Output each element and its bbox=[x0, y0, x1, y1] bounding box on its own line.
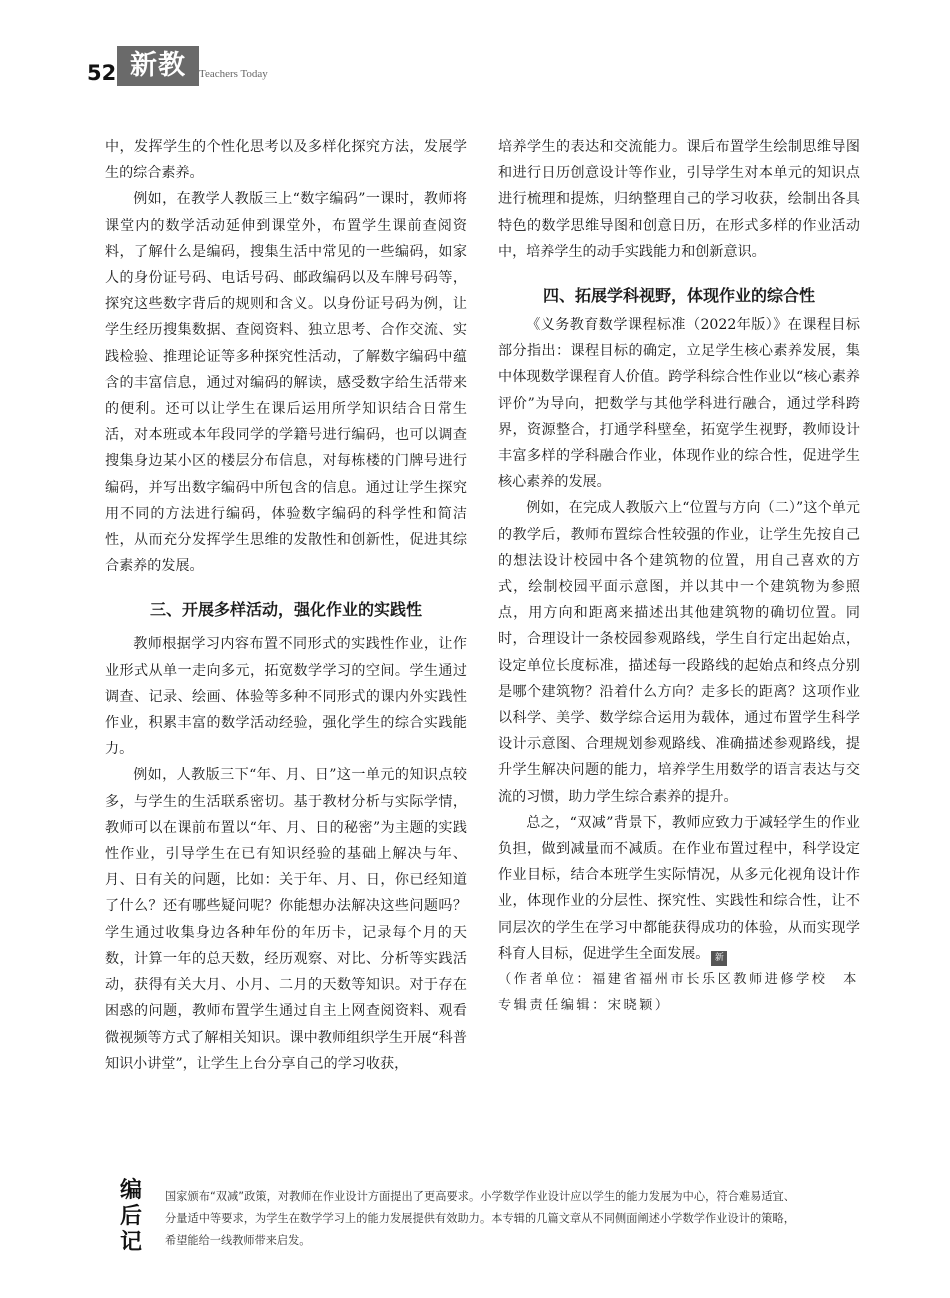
right-column bbox=[498, 134, 860, 1019]
concluding-text: 总之，“双减”背景下，教师应致力于减轻学生的作业负担，做到减量而不减质。在作业布置过程中，科学设定作业目标，结合本班学生实际情况，从多元化视角设计作业，体现作业的分层性、探究性、实践性和综合性，让不同层次的学生在学习中都能获得成功的体验，从而实现学科育人目标，促进学生全面发展。 bbox=[498, 814, 860, 962]
editor-label-char: 后 bbox=[119, 1204, 142, 1229]
magazine-logo-english: Teachers Today bbox=[199, 68, 268, 80]
section-heading-4: 四、拓展学科视野，体现作业的综合性 bbox=[542, 286, 815, 306]
concluding-paragraph bbox=[498, 810, 860, 967]
paragraph: 中，发挥学生的个性化思考以及多样化探究方法，发展学生的综合素养。 bbox=[105, 139, 467, 182]
editor-note-text: 国家颁布“双减”政策，对教师在作业设计方面提出了更高要求。小学数学作业设计应以学生的能力发展为中心，符合难易适宜、分量适中等要求，为学生在数学学习上的能力发展提供有效助力。本专辑的几篇文章从不同侧面阐述小学数学作业设计的策略，希望能给一线教师带来启发。 bbox=[165, 1190, 795, 1247]
editor-note-label bbox=[116, 1178, 146, 1256]
magazine-logo: 新教师 bbox=[117, 46, 199, 86]
section-heading-3: 三、开展多样活动，强化作业的实践性 bbox=[149, 600, 422, 620]
paragraph: 例如，人教版三下“年、月、日”这一单元的知识点较多，与学生的生活联系密切。基于教材分析与实际学情，教师可以在课前布置以“年、月、日的秘密”为主题的实践性作业，引导学生在已有知识经验的基础上解决与年、月、日有关的问题，比如：关于年、月、日，你已经知道了什么？还有哪些疑问呢？你能想办法解决这些问题吗？学生通过收集身边各种年份的年历卡，记录每个月的天数，计算一年的总天数，经历观察、对比、分析等实践活动，获得有关大月、小月、二月的天数等知识。对于存在困惑的问题，教师布置学生通过自主上网查阅资料、观看微视频等方式了解相关知识。课中教师组织学生开展“科普知识小讲堂”，让学生上台分享自己的学习收获， bbox=[105, 767, 467, 1072]
paragraph: 《义务教育数学课程标准（2022年版）》在课程目标部分指出：课程目标的确定，立足学生核心素养发展，集中体现数学课程育人价值。跨学科综合性作业以“核心素养评价”为导向，把数学与其他学科进行融合，通过学科跨界，资源整合，打通学科壁垒，拓宽学生视野，教师设计丰富多样的学科融合作业，体现作业的综合性，促进学生核心素养的发展。 bbox=[498, 317, 860, 491]
page-number: 52 bbox=[87, 61, 117, 85]
author-note: （作者单位：福建省福州市长乐区教师进修学校 本专辑责任编辑：宋晓颖） bbox=[498, 972, 859, 1014]
end-mark-icon: 新 bbox=[711, 951, 727, 966]
editor-label-char: 编 bbox=[119, 1178, 142, 1203]
paragraph: 教师根据学习内容布置不同形式的实践性作业，让作业形式从单一走向多元，拓宽数学学习的空间。学生通过调查、记录、绘画、体验等多种不同形式的课内外实践性作业，积累丰富的数学活动经验，强化学生的综合实践能力。 bbox=[105, 636, 467, 758]
paragraph: 例如，在完成人教版六上“位置与方向（二）”这个单元的教学后，教师布置综合性较强的作业，让学生先按自己的想法设计校园中各个建筑物的位置，用自己喜欢的方式，绘制校园平面示意图，并以其中一个建筑物为参照点，用方向和距离来描述出其他建筑物的确切位置。同时，合理设计一条校园参观路线，学生自行定出起始点，设定单位长度标准，描述每一段路线的起始点和终点分别是哪个建筑物？沿着什么方向？走多长的距离？这项作业以科学、美学、数学综合运用为载体，通过布置学生科学设计示意图、合理规划参观路线、准确描述参观路线，提升学生解决问题的能力，培养学生用数学的语言表达与交流的习惯，助力学生综合素养的提升。 bbox=[498, 500, 860, 805]
editor-label-char: 记 bbox=[119, 1230, 142, 1255]
paragraph: 培养学生的表达和交流能力。课后布置学生绘制思维导图和进行日历创意设计等作业，引导学生对本单元的知识点进行梳理和提炼，归纳整理自己的学习收获，绘制出各具特色的数学思维导图和创意日历，在形式多样的作业活动中，培养学生的动手实践能力和创新意识。 bbox=[498, 139, 860, 260]
left-column bbox=[105, 134, 467, 1077]
paragraph: 例如，在教学人教版三上“数字编码”一课时，教师将课堂内的数学活动延伸到课堂外，布置学生课前查阅资料，了解什么是编码，搜集生活中常见的一些编码，如家人的身份证号码、电话号码、邮政编码以及车牌号码等，探究这些数字背后的规则和含义。以身份证号码为例，让学生经历搜集数据、查阅资料、独立思考、合作交流、实践检验、推理论证等多种探究性活动，了解数字编码中蕴含的丰富信息，通过对编码的解读，感受数字给生活带来的便利。还可以让学生在课后运用所学知识结合日常生活，对本班或本年段同学的学籍号进行编码，也可以调查搜集身边某小区的楼层分布信息，对每栋楼的门牌号进行编码，并写出数字编码中所包含的信息。通过让学生探究用不同的方法进行编码，体验数字编码的科学性和简洁性，从而充分发挥学生思维的发散性和创新性，促进其综合素养的发展。 bbox=[105, 191, 467, 575]
